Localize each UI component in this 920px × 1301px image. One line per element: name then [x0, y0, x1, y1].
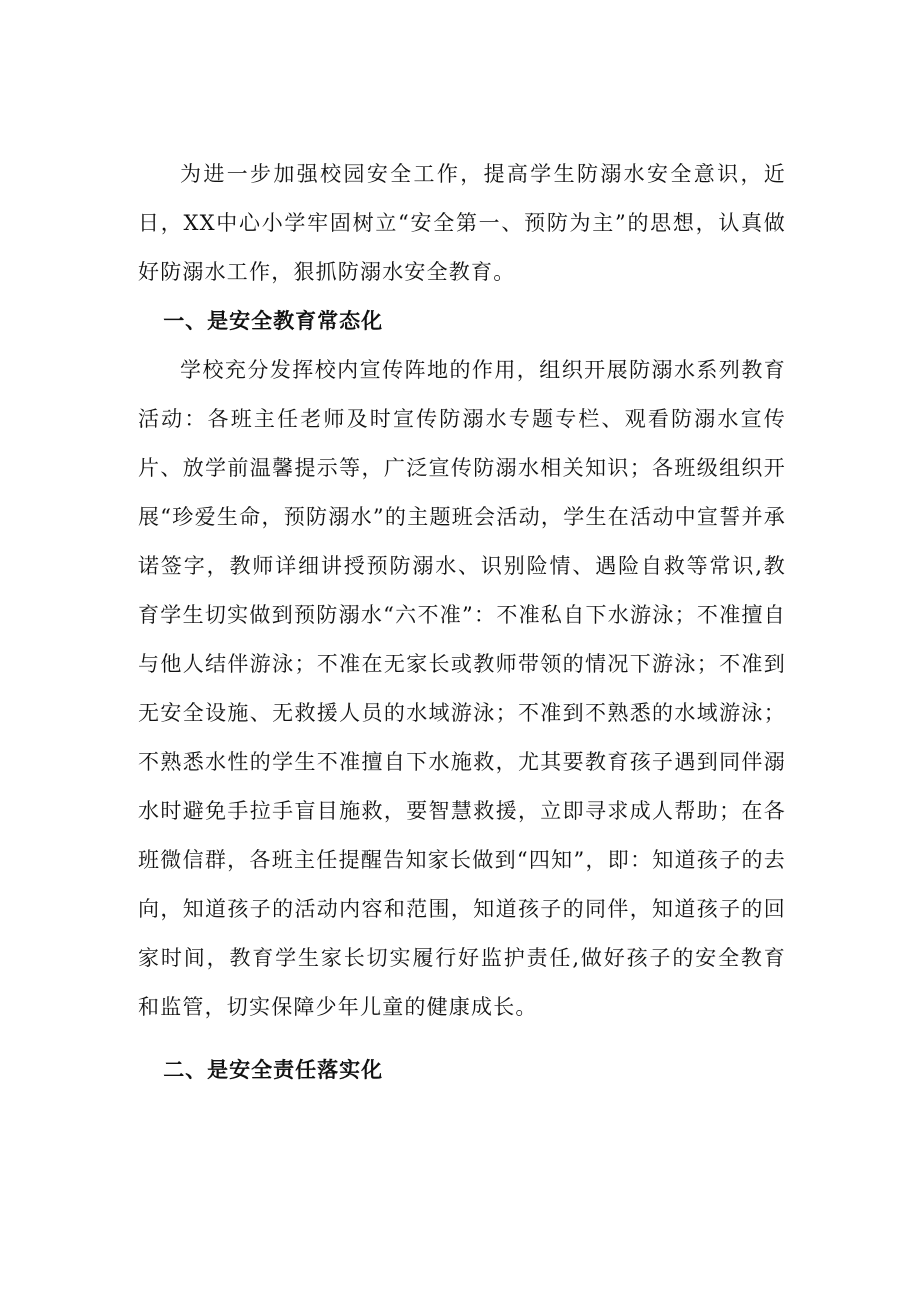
- intro-paragraph: 为进一步加强校园安全工作，提高学生防溺水安全意识，近日，XX中心小学牢固树立“安全第一、预防为主”的思想，认真做好防溺水工作，狠抓防溺水安全教育。: [138, 162, 786, 284]
- document-body: [138, 150, 786, 1095]
- section-heading-2: 二、是安全责任落实化: [163, 1058, 384, 1082]
- section-1-paragraph: 学校充分发挥校内宣传阵地的作用，组织开展防溺水系列教育活动：各班主任老师及时宣传防溺水专题专栏、观看防溺水宣传片、放学前温馨提示等，广泛宣传防溺水相关知识；各班级组织开展“珍爱生命，预防溺水”的主题班会活动，学生在活动中宣誓并承诺签字，教师详细讲授预防溺水、识别险情、遇险自救等常识,教育学生切实做到预防溺水“六不准”：不准私自下水游泳；不准擅自与他人结伴游泳；不准在无家长或教师带领的情况下游泳；不准到无安全设施、无救援人员的水域游泳；不准到不熟悉的水域游泳；不熟悉水性的学生不准擅自下水施救，尤其要教育孩子遇到同伴溺水时避免手拉手盲目施救，要智慧救援，立即寻求成人帮助；在各班微信群，各班主任提醒告知家长做到“四知”，即：知道孩子的去向，知道孩子的活动内容和范围，知道孩子的同伴，知道孩子的回家时间，教育学生家长切实履行好监护责任,做好孩子的安全教育和监管，切实保障少年儿童的健康成长。: [138, 358, 786, 1019]
- section-heading-1: 一、是安全教育常态化: [163, 309, 384, 333]
